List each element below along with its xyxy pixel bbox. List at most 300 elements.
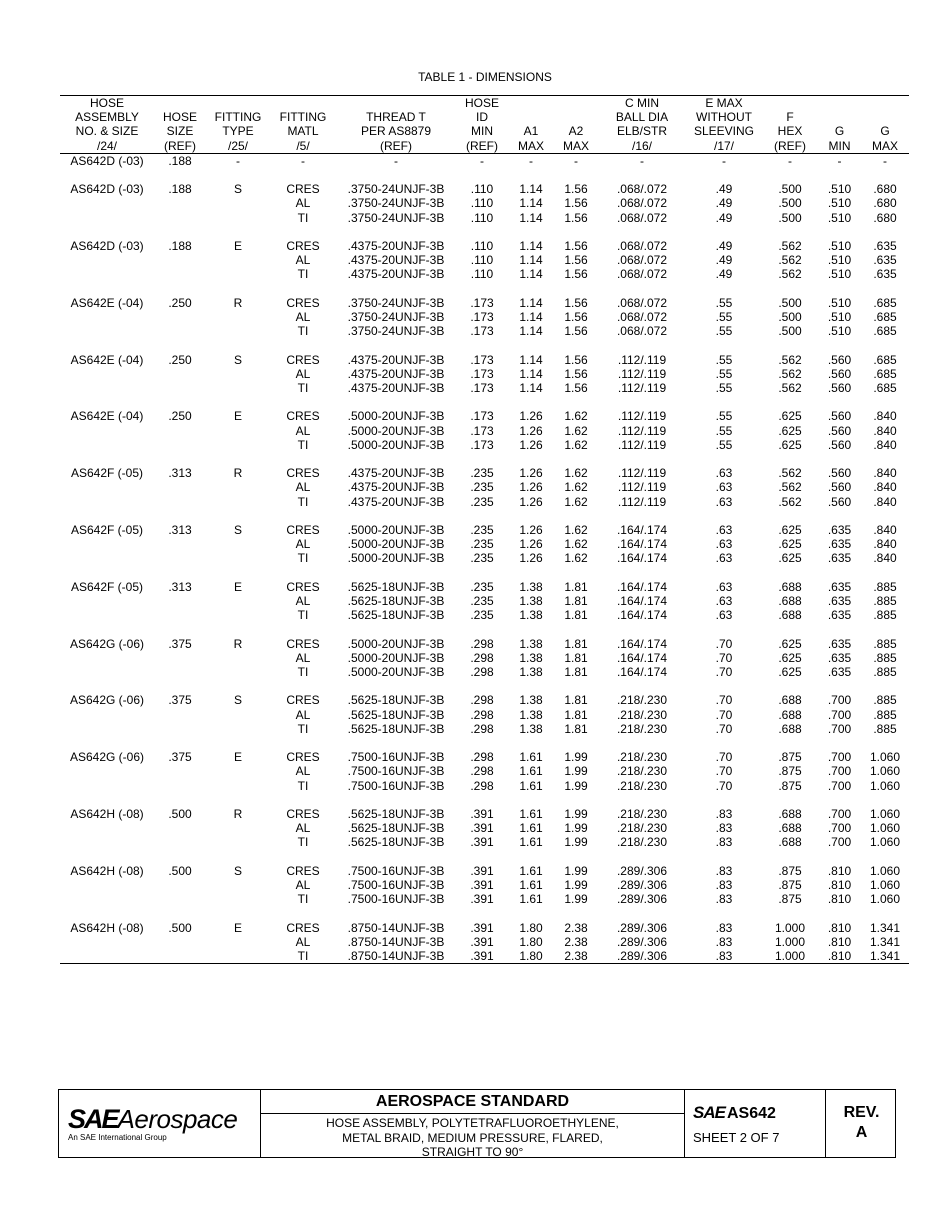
spacer-cell (154, 679, 206, 693)
table-cell: .218/.230 (616, 764, 668, 779)
table-cell: .391 (470, 821, 494, 836)
desc-line: METAL BRAID, MEDIUM PRESSURE, FLARED, (342, 1130, 603, 1145)
fitting-type-cell (206, 196, 270, 210)
table-cell: .218/.230 (616, 693, 668, 708)
assembly-cell: AS642H (-08) (70, 920, 144, 935)
table-cell: .70 (715, 721, 733, 736)
spacer-cell (456, 793, 508, 807)
table-cell: .500 (778, 295, 802, 310)
table-cell: .885 (873, 693, 897, 708)
table-row (60, 495, 909, 509)
table-cell: .500 (778, 210, 802, 225)
table-cell: .70 (715, 750, 733, 765)
spacer-cell (818, 622, 861, 636)
table-row (60, 835, 909, 849)
table-cell: 1.060 (869, 806, 901, 821)
table-cell: .298 (470, 664, 494, 679)
spacer-cell (818, 906, 861, 920)
header-line: /16/ (631, 138, 652, 153)
table-cell: .688 (778, 579, 802, 594)
doc-number (693, 1103, 776, 1123)
assembly-cell (60, 935, 154, 949)
table-cell: 1.56 (564, 366, 588, 381)
table-cell: .685 (873, 366, 897, 381)
table-cell: .560 (827, 480, 852, 495)
fitting-type-cell (206, 267, 270, 281)
table-cell: 1.81 (564, 693, 588, 708)
table-cell: .875 (778, 778, 802, 793)
table-cell: .173 (470, 437, 494, 452)
spacer-row (60, 509, 909, 523)
fitting-type-cell (206, 821, 270, 835)
table-cell: .55 (715, 381, 733, 395)
table-cell: 1.000 (774, 934, 806, 949)
table-cell: .840 (873, 423, 897, 438)
fitting-type-cell: R (233, 636, 243, 651)
table-cell: .510 (827, 310, 852, 324)
table-cell: .688 (778, 835, 802, 850)
assembly-cell: AS642F (-05) (70, 522, 144, 537)
table-cell: .49 (715, 253, 733, 268)
table-cell: 1.81 (564, 664, 588, 679)
table-row (60, 211, 909, 225)
fitting-type-cell (206, 708, 270, 722)
logo-tagline: An SAE International Group (68, 1133, 167, 1142)
spacer-cell (598, 622, 686, 636)
table-cell: .885 (873, 579, 897, 594)
spacer-cell (336, 736, 456, 750)
table-cell: .63 (715, 608, 733, 623)
spacer-cell (336, 679, 456, 693)
spacer-cell (861, 452, 909, 466)
spacer-cell (554, 338, 598, 352)
fitting-type-cell (206, 310, 270, 324)
table-cell: TI (297, 778, 309, 793)
fitting-type-cell (206, 551, 270, 565)
table-cell: .112/.119 (617, 409, 667, 424)
table-cell: .688 (778, 806, 802, 821)
hose-size-cell (154, 381, 206, 395)
table-cell: .560 (827, 494, 852, 509)
hose-size-cell (154, 665, 206, 679)
spacer-cell (336, 566, 456, 580)
hose-size-cell (154, 651, 206, 665)
table-cell: 1.38 (519, 636, 543, 651)
standard-description (261, 1114, 684, 1160)
table-cell: .685 (873, 324, 897, 339)
table-row (60, 608, 909, 622)
table-row (60, 878, 909, 892)
table-cell: .164/.174 (616, 537, 668, 552)
spacer-cell (456, 452, 508, 466)
fitting-type-cell (206, 324, 270, 338)
table-cell: 1.38 (519, 579, 543, 594)
table-cell: .840 (873, 537, 897, 552)
spacer-cell (270, 338, 336, 352)
table-cell: .810 (827, 877, 852, 892)
spacer-cell (456, 566, 508, 580)
table-cell: .625 (778, 437, 802, 452)
spacer-row (60, 850, 909, 864)
table-cell: 1.62 (564, 537, 588, 552)
spacer-cell (554, 168, 598, 182)
table-cell: .391 (470, 877, 494, 892)
table-cell: .885 (873, 593, 897, 608)
spacer-cell (270, 282, 336, 296)
table-cell: .70 (715, 664, 733, 679)
table-cell: .173 (470, 324, 494, 339)
table-cell: .688 (778, 593, 802, 608)
table-cell: .700 (827, 707, 852, 722)
table-cell: .810 (827, 920, 852, 935)
table-cell: .8750-14UNJF-3B (347, 920, 445, 935)
spacer-cell (456, 509, 508, 523)
assembly-cell (60, 367, 154, 381)
spacer-cell (508, 906, 554, 920)
table-cell: TI (297, 437, 309, 452)
spacer-cell (60, 168, 154, 182)
spacer-cell (686, 168, 762, 182)
table-cell: 1.26 (519, 409, 543, 424)
hose-size-cell (154, 267, 206, 281)
table-cell: .840 (873, 522, 897, 537)
table-cell: - (480, 153, 484, 168)
spacer-cell (154, 906, 206, 920)
table-cell: .173 (470, 409, 494, 424)
table-cell: .298 (470, 693, 494, 708)
table-cell: 1.341 (861, 949, 909, 964)
table-cell: .625 (778, 636, 802, 651)
table-cell: .560 (827, 381, 852, 395)
spacer-cell (60, 679, 154, 693)
table-cell: .810 (827, 863, 852, 878)
table-cell: 1.56 (564, 267, 588, 282)
table-cell: .83 (686, 949, 762, 964)
spacer-cell (154, 225, 206, 239)
hose-size-cell: .250 (168, 352, 192, 367)
table-cell: - (529, 153, 533, 168)
assembly-cell: AS642H (-08) (70, 806, 144, 821)
spacer-cell (554, 850, 598, 864)
table-cell: .4375-20UNJF-3B (347, 267, 445, 282)
fitting-type-cell: R (233, 295, 243, 310)
spacer-cell (598, 850, 686, 864)
fitting-type-cell (206, 424, 270, 438)
header-line: HEX (777, 124, 803, 139)
table-cell: .55 (715, 310, 733, 324)
fitting-type-cell (206, 537, 270, 551)
table-cell: 2.38 (554, 949, 598, 964)
table-cell: .560 (827, 366, 852, 381)
table-cell: .173 (470, 310, 494, 324)
hose-size-cell (154, 779, 206, 793)
table-cell: CRES (286, 636, 320, 651)
table-cell: - (837, 153, 842, 168)
spacer-cell (336, 906, 456, 920)
spacer-row (60, 282, 909, 296)
table-cell: 1.56 (564, 381, 588, 395)
spacer-cell (598, 736, 686, 750)
spacer-cell (336, 509, 456, 523)
table-cell: .218/.230 (616, 821, 668, 836)
table-cell: .173 (470, 381, 494, 395)
spacer-cell (818, 395, 861, 409)
spacer-cell (861, 168, 909, 182)
hose-size-cell (154, 821, 206, 835)
revision (826, 1103, 897, 1143)
fitting-type-cell (206, 878, 270, 892)
table-cell: 1.14 (519, 182, 543, 197)
table-cell: 1.38 (519, 693, 543, 708)
table-cell: .875 (778, 863, 802, 878)
table-cell: 1.80 (519, 934, 543, 949)
table-cell: .188 (168, 153, 192, 168)
table-cell: .562 (778, 253, 802, 268)
header-line: C MIN (625, 96, 659, 110)
table-cell: AL (295, 877, 311, 892)
table-cell: .068/.072 (616, 196, 668, 211)
spacer-cell (60, 509, 154, 523)
table-row (60, 480, 909, 494)
table-row (60, 310, 909, 324)
logo-sae: SAE (68, 1104, 118, 1134)
spacer-cell (270, 793, 336, 807)
table-cell: 1.56 (564, 324, 588, 339)
table-cell: .235 (470, 494, 494, 509)
spacer-cell (60, 282, 154, 296)
table-cell: 1.56 (564, 210, 588, 225)
table-cell: 1.38 (519, 608, 543, 623)
hose-size-cell (154, 594, 206, 608)
table-cell: .70 (715, 764, 733, 779)
assembly-cell (60, 196, 154, 210)
table-cell: 1.99 (564, 750, 588, 765)
hose-size-cell (154, 480, 206, 494)
table-cell: CRES (286, 920, 320, 935)
spacer-row (60, 906, 909, 920)
table-cell: .635 (873, 239, 897, 253)
table-cell: .5000-20UNJF-3B (347, 537, 445, 552)
spacer-cell (270, 566, 336, 580)
table-cell: AL (295, 196, 311, 211)
column-header (336, 96, 456, 154)
table-cell: .289/.306 (616, 863, 668, 878)
table-row (60, 807, 909, 821)
table-cell: .068/.072 (616, 310, 668, 324)
table-cell: .3750-24UNJF-3B (347, 310, 445, 324)
table-cell: .810 (827, 934, 852, 949)
table-cell: 1.62 (564, 522, 588, 537)
spacer-cell (554, 509, 598, 523)
table-cell: TI (297, 324, 309, 339)
dimensions-table (60, 95, 909, 964)
table-cell: .510 (827, 295, 852, 310)
table-title: TABLE 1 - DIMENSIONS (418, 70, 552, 84)
table-cell: 1.61 (519, 863, 543, 878)
table-cell: 1.99 (564, 835, 588, 850)
desc-line: STRAIGHT TO 90° (421, 1145, 524, 1159)
spacer-cell (206, 338, 270, 352)
hose-size-cell (154, 367, 206, 381)
header-line: G (880, 124, 890, 139)
table-cell: .5625-18UNJF-3B (347, 579, 445, 594)
table-cell: 1.14 (519, 366, 543, 381)
table-row (60, 353, 909, 367)
table-cell: .4375-20UNJF-3B (347, 494, 445, 509)
header-line: FITTING (214, 110, 262, 125)
column-header (508, 96, 554, 154)
table-cell: .4375-20UNJF-3B (347, 239, 445, 253)
spacer-cell (206, 168, 270, 182)
table-cell: .298 (470, 750, 494, 765)
assembly-cell (60, 495, 154, 509)
table-cell: .510 (827, 253, 852, 268)
table-cell: AL (295, 650, 311, 665)
header-line: TYPE (222, 124, 254, 139)
hose-size-cell (154, 253, 206, 267)
hose-size-cell (154, 949, 206, 964)
spacer-row (60, 793, 909, 807)
column-header (686, 96, 762, 154)
table-cell: .110 (470, 210, 494, 225)
spacer-cell (508, 566, 554, 580)
spacer-cell (598, 509, 686, 523)
table-cell: AL (295, 310, 311, 324)
fitting-type-cell (206, 779, 270, 793)
spacer-cell (456, 736, 508, 750)
assembly-cell: AS642H (-08) (70, 863, 144, 878)
table-cell: .510 (827, 239, 852, 253)
spacer-cell (861, 395, 909, 409)
assembly-cell: AS642E (-04) (70, 352, 144, 367)
table-cell: .560 (827, 423, 852, 438)
table-cell: .068/.072 (616, 295, 668, 310)
table-cell: 1.14 (519, 310, 543, 324)
table-cell: .112/.119 (617, 366, 667, 381)
fitting-type-cell (206, 835, 270, 849)
table-cell: .635 (827, 650, 852, 665)
table-cell: 1.14 (519, 267, 543, 282)
table-cell: .391 (470, 806, 494, 821)
column-header (206, 96, 270, 154)
spacer-cell (762, 906, 818, 920)
column-header (554, 96, 598, 154)
spacer-cell (456, 168, 508, 182)
spacer-row (60, 338, 909, 352)
table-cell: TI (297, 721, 309, 736)
fitting-type-cell: E (233, 750, 242, 765)
assembly-cell (60, 722, 154, 736)
hose-size-cell: .375 (168, 636, 192, 651)
table-cell: AL (295, 480, 311, 495)
desc-line: HOSE ASSEMBLY, POLYTETRAFLUOROETHYLENE, (326, 1116, 619, 1130)
table-cell: .63 (715, 480, 733, 495)
table-cell: .7500-16UNJF-3B (347, 877, 445, 892)
table-cell: 1.81 (564, 707, 588, 722)
assembly-cell: AS642F (-05) (70, 466, 144, 481)
assembly-cell: AS642D (-03) (70, 239, 144, 253)
header-line: (REF) (774, 138, 806, 153)
spacer-cell (686, 793, 762, 807)
hose-size-cell: .500 (168, 863, 192, 878)
spacer-cell (554, 793, 598, 807)
spacer-cell (60, 225, 154, 239)
table-cell: .068/.072 (616, 239, 668, 253)
table-cell: CRES (286, 750, 320, 765)
spacer-cell (508, 793, 554, 807)
table-cell: .4375-20UNJF-3B (347, 366, 445, 381)
table-cell: TI (297, 608, 309, 623)
table-cell: .562 (778, 366, 802, 381)
table-cell: TI (297, 664, 309, 679)
assembly-cell (60, 608, 154, 622)
assembly-cell (60, 651, 154, 665)
table-cell: 1.000 (774, 920, 806, 935)
logo-aerospace: Aerospace (117, 1104, 238, 1134)
hose-size-cell (154, 495, 206, 509)
spacer-cell (270, 622, 336, 636)
table-cell: .110 (470, 196, 494, 211)
hose-size-cell: .313 (168, 579, 192, 594)
fitting-type-cell: R (233, 466, 243, 481)
table-cell: .510 (827, 196, 852, 211)
table-cell: 1.14 (519, 381, 543, 395)
assembly-cell (60, 324, 154, 338)
spacer-cell (270, 679, 336, 693)
table-cell: CRES (286, 693, 320, 708)
table-cell: .635 (827, 608, 852, 623)
table-cell: AL (295, 423, 311, 438)
hose-size-cell (154, 310, 206, 324)
assembly-cell (60, 267, 154, 281)
header-line: HOSE (162, 110, 197, 125)
table-cell: - (883, 153, 887, 168)
table-cell: .110 (470, 267, 494, 282)
table-cell: 1.61 (519, 892, 543, 907)
table-cell: .298 (470, 650, 494, 665)
spacer-row (60, 395, 909, 409)
spacer-cell (818, 679, 861, 693)
fitting-type-cell (206, 665, 270, 679)
table-cell: .685 (873, 295, 897, 310)
table-cell: CRES (286, 239, 320, 253)
table-row (60, 921, 909, 935)
header-line: /25/ (227, 138, 248, 153)
spacer-cell (686, 225, 762, 239)
table-cell: .885 (873, 721, 897, 736)
table-cell: .235 (470, 551, 494, 566)
table-cell: .289/.306 (616, 920, 668, 935)
hose-size-cell: .313 (168, 466, 192, 481)
table-cell: .068/.072 (616, 210, 668, 225)
table-cell: .55 (715, 409, 733, 424)
table-cell: AS642D (-03) (70, 153, 144, 168)
table-cell: .49 (715, 196, 733, 211)
spacer-cell (598, 452, 686, 466)
spacer-cell (861, 338, 909, 352)
table-cell: .218/.230 (616, 778, 668, 793)
header-line: BALL DIA (615, 110, 669, 125)
header-line: A2 (568, 124, 584, 139)
table-cell: 1.81 (564, 593, 588, 608)
table-cell: .625 (778, 537, 802, 552)
spacer-cell (154, 622, 206, 636)
table-cell: .110 (470, 182, 494, 197)
table-cell: .55 (715, 366, 733, 381)
header-line: HOSE (89, 96, 124, 110)
spacer-cell (270, 225, 336, 239)
table-cell: .289/.306 (598, 949, 686, 964)
